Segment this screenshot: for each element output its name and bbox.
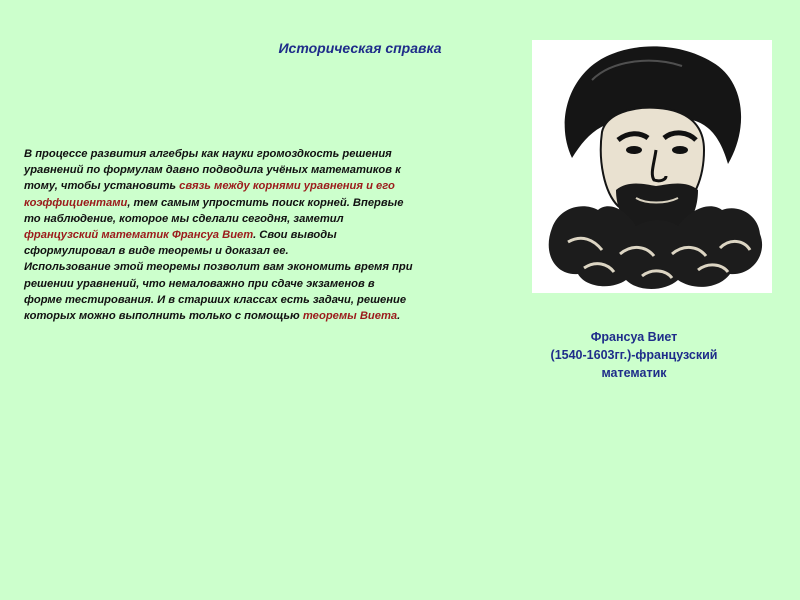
text-p1-c: . Свои выводы сформулировал в виде теоремы и доказал ее. [24,229,337,258]
history-text [24,146,414,324]
text-p1-a: В процессе развития алгебры как науки громоздкость решения уравнений по формулам давно подводила учёных математиков к тому, чтобы установить [24,148,401,193]
highlight-roots-coefficients: связь между корнями уравнения и его коэффициентами [24,180,395,209]
highlight-viete: французский математик Франсуа Виет [24,229,254,242]
text-p2-a: Использование этой теоремы позволит вам экономить время при решении уравнений, что немаловажно при сдаче экзаменов в форме тестирования. И в старших классах есть задачи, решение которых можно выполнить только с помощью [24,261,413,323]
text-p1-b: , тем самым упростить поиск корней. Впервые то наблюдение, которое мы сделали сегодня, заметил [24,196,404,225]
caption-years: (1540-1603гг.)-французский [550,348,718,362]
highlight-viete-theorem: теоремы Виета [302,310,398,323]
viete-portrait-drawing [532,40,772,293]
portrait-caption [504,328,764,382]
text-p2-end: . [397,310,401,323]
caption-profession: математик [601,366,667,380]
slide-title: Историческая справка [278,40,442,56]
caption-name: Франсуа Виет [590,330,678,344]
viete-portrait [532,40,772,293]
